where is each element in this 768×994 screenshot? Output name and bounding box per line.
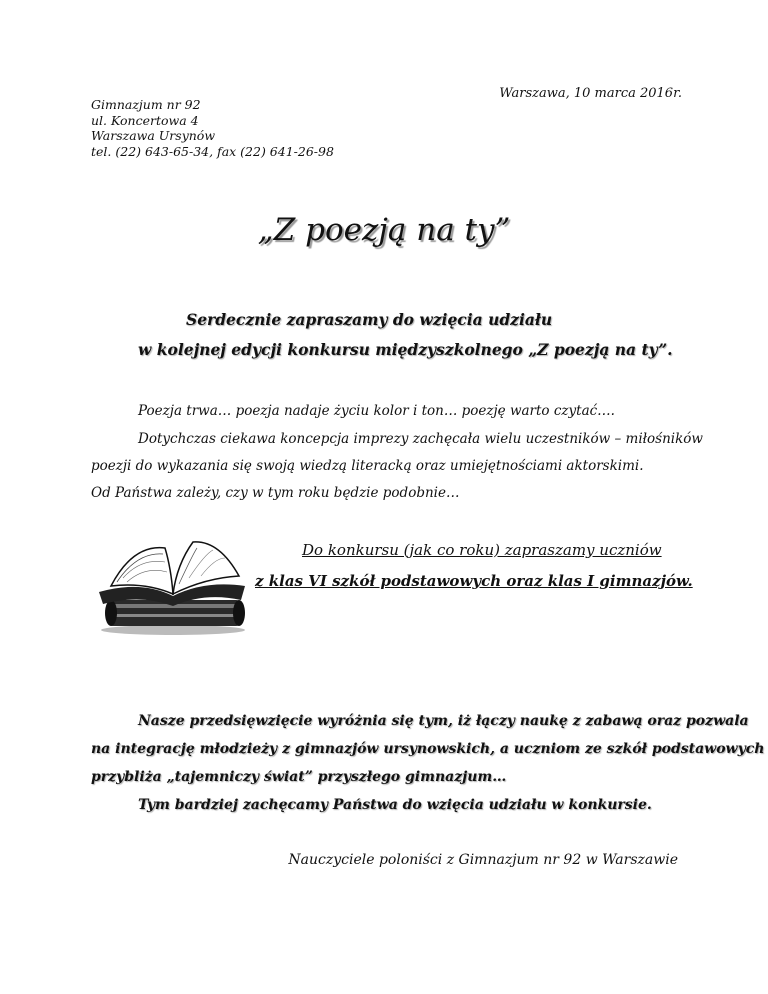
intro-line-3: poezji do wykazania się swoją wiedzą literacką oraz umiejętnościami aktorskimi.	[91, 458, 644, 474]
description-line-4: Tym bardziej zachęcamy Państwa do wzięcia udziału w konkursie.	[138, 797, 652, 813]
invitation-line-1: Serdecznie zapraszamy do wzięcia udziału	[186, 310, 553, 329]
intro-line-2: Dotychczas ciekawa koncepcja imprezy zachęcała wielu uczestników – miłośników	[138, 431, 703, 447]
address-line-phone: tel. (22) 643-65-34, fax (22) 641-26-98	[91, 143, 334, 159]
open-book-icon	[93, 534, 253, 636]
page-title: „Z poezją na ty”	[257, 212, 511, 248]
target-line-2: z klas VI szkół podstawowych oraz klas I gimnazjów.	[255, 572, 693, 590]
letter-date: Warszawa, 10 marca 2016r.	[499, 86, 682, 101]
address-line-city: Warszawa Ursynów	[91, 128, 216, 143]
target-line-1: Do konkursu (jak co roku) zapraszamy uczniów	[302, 541, 662, 559]
intro-line-1: Poezja trwa… poezja nadaje życiu kolor i ton… poezję warto czytać….	[138, 403, 615, 419]
description-line-3: przybliża „tajemniczy świat” przyszłego gimnazjum…	[91, 769, 507, 785]
description-line-1: Nasze przedsięwzięcie wyróżnia się tym, iż łączy naukę z zabawą oraz pozwala	[138, 713, 749, 729]
intro-line-4: Od Państwa zależy, czy w tym roku będzie podobnie…	[91, 485, 460, 501]
signature: Nauczyciele poloniści z Gimnazjum nr 92 w Warszawie	[288, 852, 678, 868]
invitation-line-2: w kolejnej edycji konkursu międzyszkolnego „Z poezją na ty”.	[138, 340, 673, 359]
address-line-school: Gimnazjum nr 92	[91, 97, 201, 112]
address-line-street: ul. Koncertowa 4	[91, 112, 199, 128]
description-line-2: na integrację młodzieży z gimnazjów ursynowskich, a uczniom ze szkół podstawowych	[91, 741, 765, 757]
school-address	[91, 97, 334, 159]
